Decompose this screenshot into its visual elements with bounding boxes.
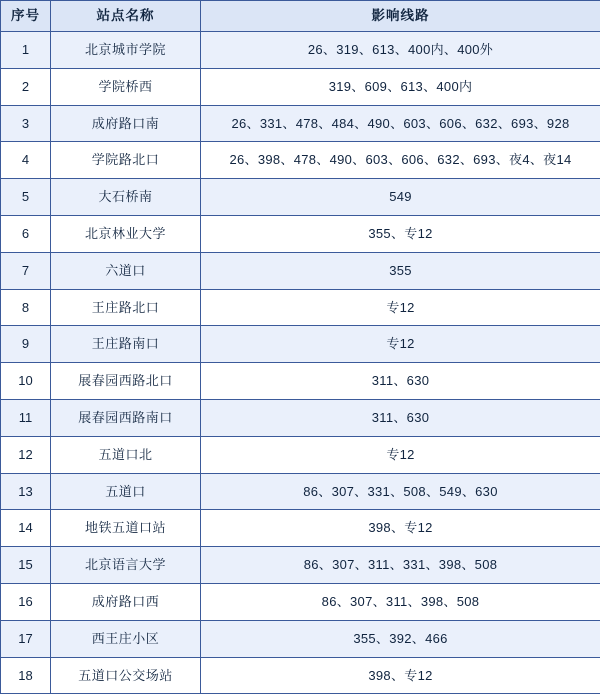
cell-index: 9 [1,326,51,363]
table-row [1,473,600,510]
table-row [1,289,600,326]
cell-index: 6 [1,215,51,252]
cell-station-name: 成府路口西 [51,583,201,620]
cell-index: 11 [1,399,51,436]
cell-station-name: 西王庄小区 [51,620,201,657]
cell-station-name: 北京城市学院 [51,32,201,69]
cell-station-name: 王庄路南口 [51,326,201,363]
cell-affected-lines: 355、专12 [201,215,600,252]
cell-affected-lines: 专12 [201,436,600,473]
cell-affected-lines: 319、609、613、400内 [201,68,600,105]
cell-index: 12 [1,436,51,473]
cell-affected-lines: 311、630 [201,399,600,436]
column-header-station-name: 站点名称 [51,1,201,32]
cell-index: 16 [1,583,51,620]
cell-index: 10 [1,363,51,400]
table-row [1,142,600,179]
cell-affected-lines: 86、307、331、508、549、630 [201,473,600,510]
cell-affected-lines: 86、307、311、398、508 [201,583,600,620]
cell-affected-lines: 398、专12 [201,657,600,694]
cell-station-name: 五道口 [51,473,201,510]
cell-affected-lines: 549 [201,179,600,216]
cell-station-name: 学院路北口 [51,142,201,179]
table-row [1,215,600,252]
table-row [1,547,600,584]
cell-affected-lines: 专12 [201,326,600,363]
cell-station-name: 学院桥西 [51,68,201,105]
cell-index: 13 [1,473,51,510]
table-row [1,399,600,436]
table-body [1,32,600,694]
cell-index: 8 [1,289,51,326]
cell-affected-lines: 专12 [201,289,600,326]
table-row [1,68,600,105]
cell-index: 15 [1,547,51,584]
table-row [1,510,600,547]
cell-index: 5 [1,179,51,216]
table-row [1,32,600,69]
cell-station-name: 展春园西路南口 [51,399,201,436]
cell-index: 18 [1,657,51,694]
cell-index: 2 [1,68,51,105]
cell-index: 1 [1,32,51,69]
table-row [1,326,600,363]
cell-station-name: 北京语言大学 [51,547,201,584]
cell-station-name: 五道口公交场站 [51,657,201,694]
table-row [1,179,600,216]
cell-affected-lines: 86、307、311、331、398、508 [201,547,600,584]
cell-station-name: 展春园西路北口 [51,363,201,400]
table-row [1,657,600,694]
cell-affected-lines: 26、319、613、400内、400外 [201,32,600,69]
cell-index: 4 [1,142,51,179]
table-row [1,105,600,142]
table-row [1,436,600,473]
column-header-affected-lines: 影响线路 [201,1,600,32]
cell-affected-lines: 398、专12 [201,510,600,547]
table-row [1,363,600,400]
cell-affected-lines: 311、630 [201,363,600,400]
cell-index: 17 [1,620,51,657]
cell-index: 3 [1,105,51,142]
column-header-index: 序号 [1,1,51,32]
table-header [1,1,600,32]
cell-affected-lines: 355、392、466 [201,620,600,657]
cell-affected-lines: 26、398、478、490、603、606、632、693、夜4、夜14 [201,142,600,179]
cell-station-name: 北京林业大学 [51,215,201,252]
cell-station-name: 地铁五道口站 [51,510,201,547]
cell-index: 7 [1,252,51,289]
cell-station-name: 五道口北 [51,436,201,473]
table-row [1,583,600,620]
table-row [1,252,600,289]
cell-station-name: 成府路口南 [51,105,201,142]
cell-station-name: 大石桥南 [51,179,201,216]
cell-station-name: 六道口 [51,252,201,289]
cell-affected-lines: 355 [201,252,600,289]
cell-index: 14 [1,510,51,547]
table-header-row [1,1,600,32]
cell-affected-lines: 26、331、478、484、490、603、606、632、693、928 [201,105,600,142]
cell-station-name: 王庄路北口 [51,289,201,326]
table-row [1,620,600,657]
